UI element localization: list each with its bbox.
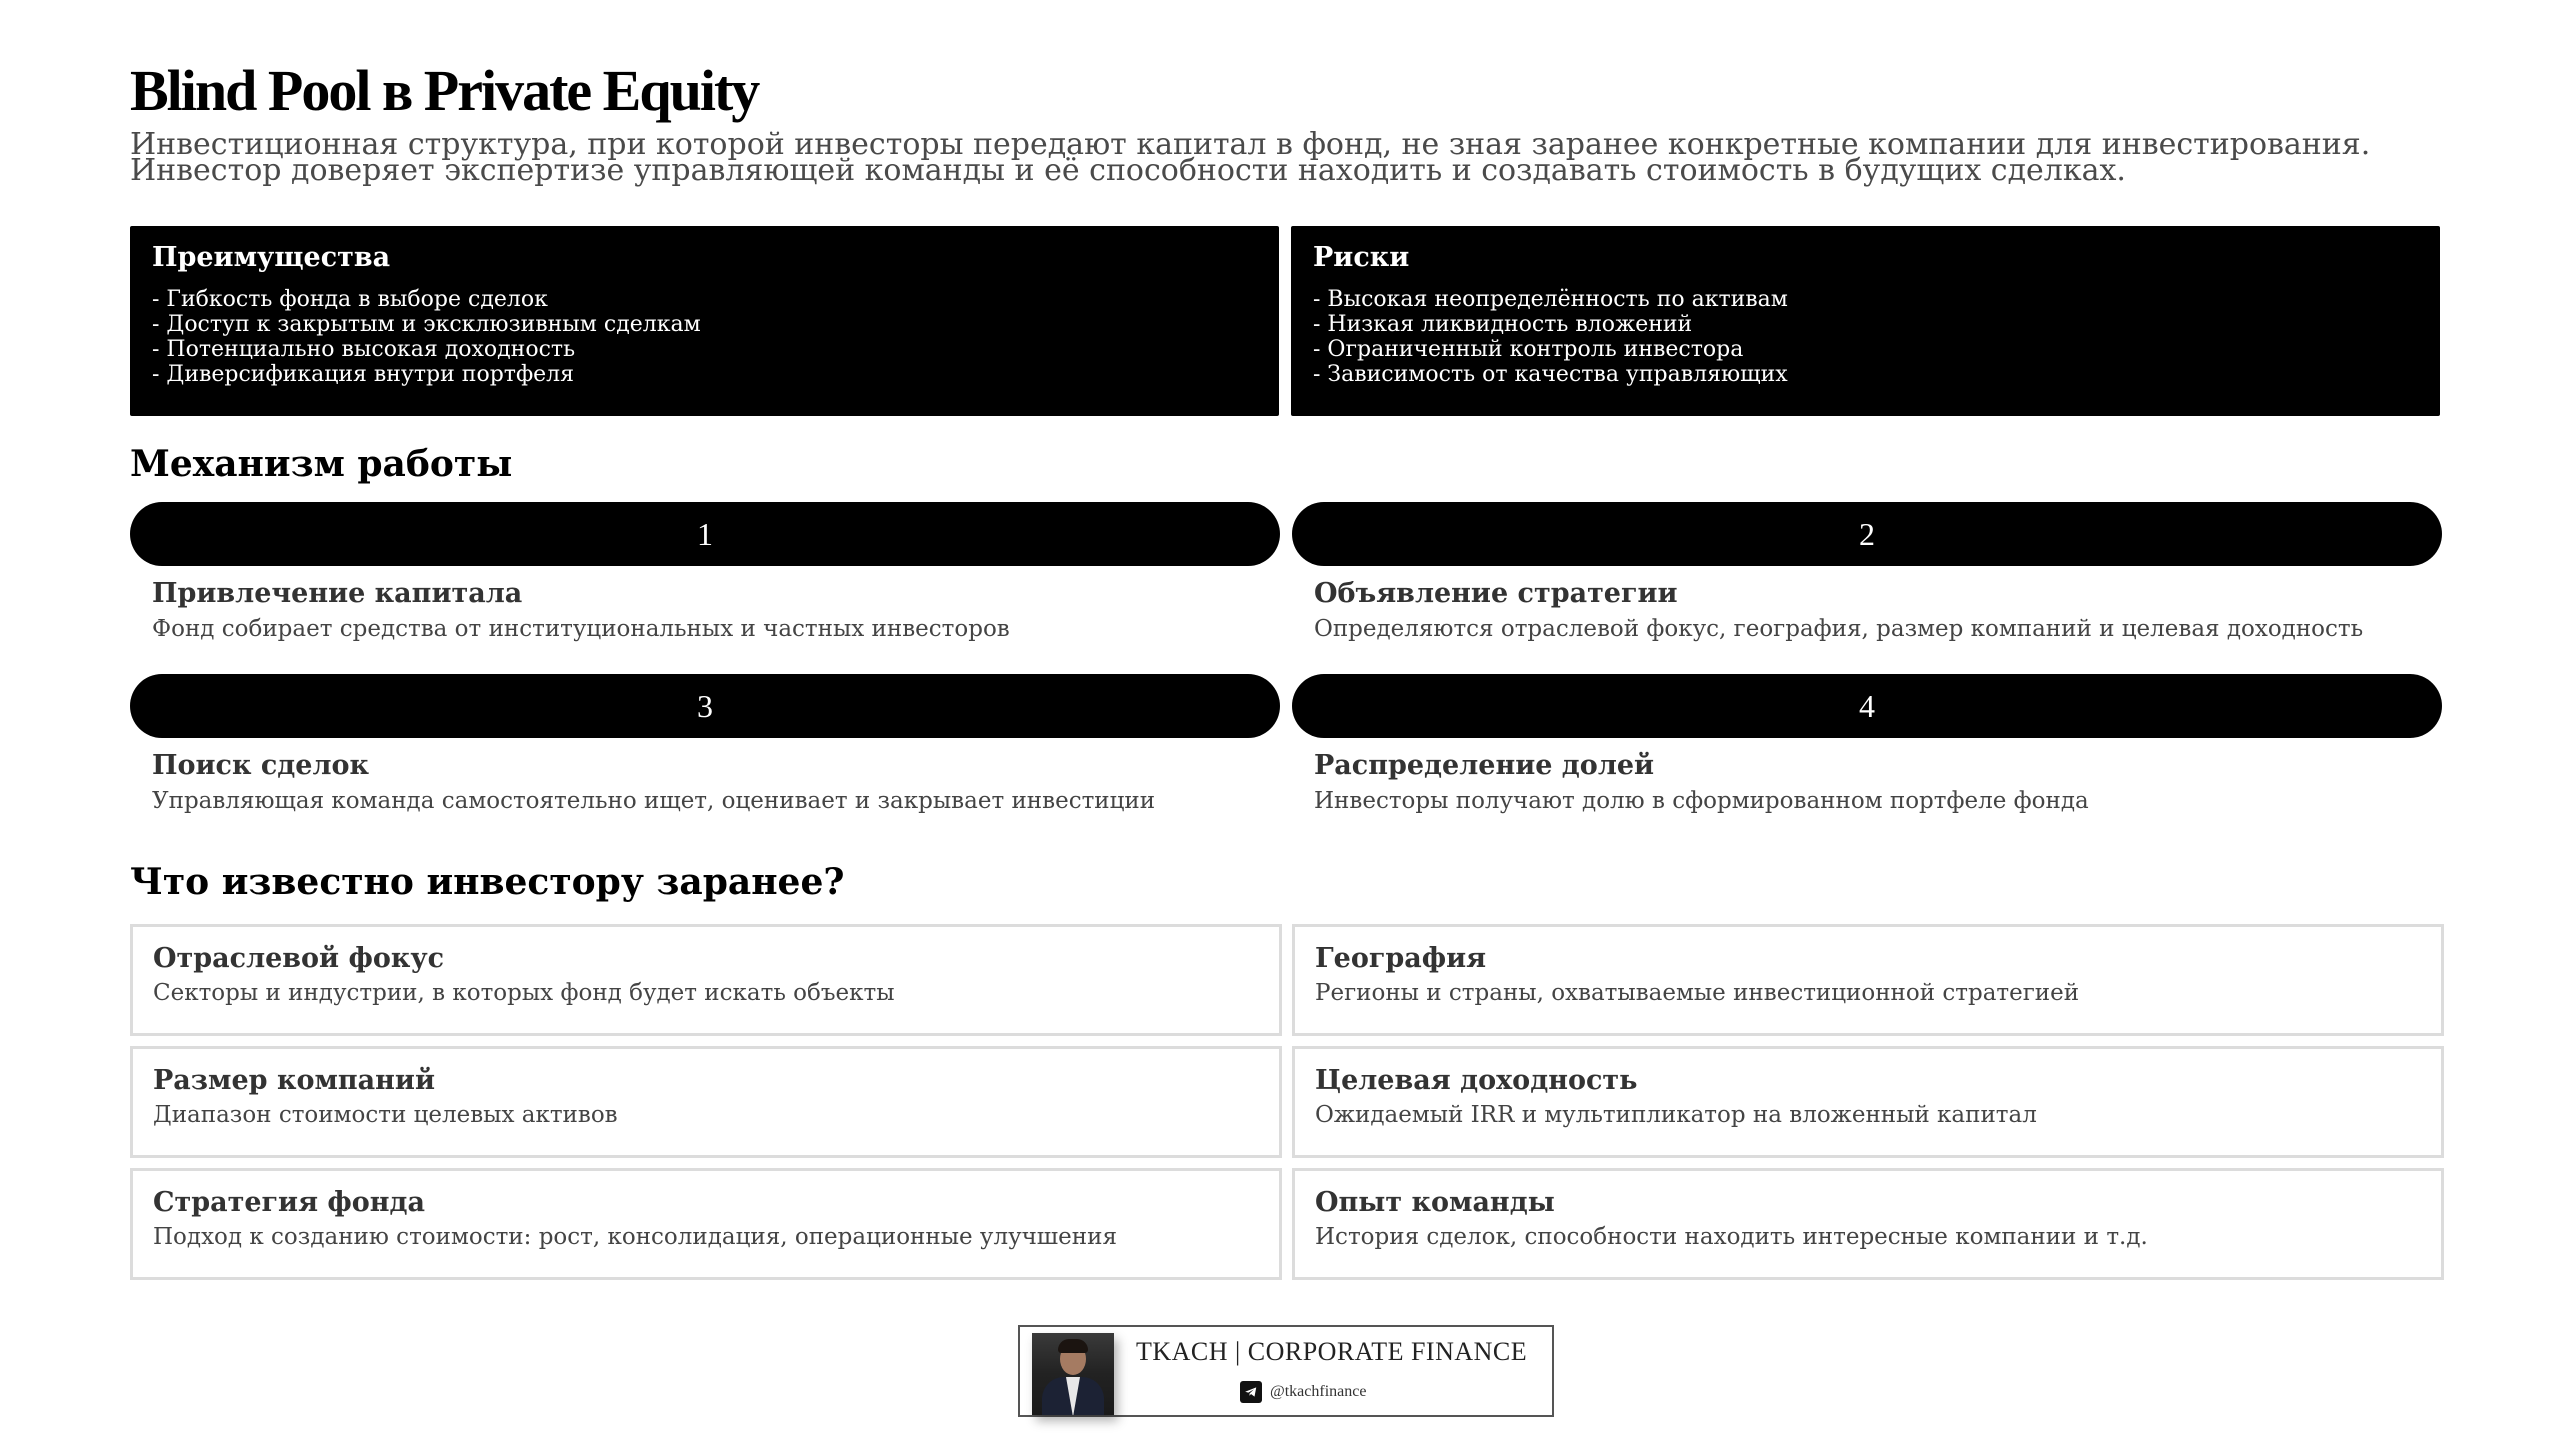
- known-item: [1292, 1046, 2444, 1158]
- step-4: [1292, 674, 2442, 846]
- known-item-title: Опыт команды: [1315, 1187, 1555, 1218]
- risks-heading: Риски: [1313, 242, 1410, 273]
- mechanism-heading: Механизм работы: [130, 443, 513, 485]
- step-number-pill: 1: [130, 502, 1280, 566]
- telegram-icon: [1240, 1381, 1262, 1403]
- step-description: Фонд собирает средства от институциональных и частных инвесторов: [152, 616, 1010, 642]
- step-description: Инвесторы получают долю в сформированном портфеле фонда: [1314, 788, 2089, 814]
- risk-item: - Ограниченный контроль инвестора: [1313, 337, 1744, 362]
- step-title: Объявление стратегии: [1314, 578, 1678, 609]
- step-title: Поиск сделок: [152, 750, 370, 781]
- known-item: [130, 924, 1282, 1036]
- step-title: Распределение долей: [1314, 750, 1655, 781]
- risk-item: - Высокая неопределённость по активам: [1313, 287, 1788, 312]
- page-subtitle: Инвестиционная структура, при которой инвесторы передают капитал в фонд, не зная заранее конкретные компании для инвестирования. Инвестор доверяет экспертизе управляющей команды и её способности находить и создавать стоимость в будущих сделках.: [130, 127, 2371, 188]
- step-3: [130, 674, 1280, 846]
- advantage-item: - Потенциально высокая доходность: [152, 337, 576, 362]
- known-grid: [130, 924, 2440, 1280]
- known-item: [130, 1046, 1282, 1158]
- step-title: Привлечение капитала: [152, 578, 523, 609]
- handle-row[interactable]: [1240, 1381, 1366, 1403]
- advantage-item: - Диверсификация внутри портфеля: [152, 362, 575, 387]
- brand-name: TKACH | CORPORATE FINANCE: [1136, 1337, 1528, 1366]
- known-item-description: Подход к созданию стоимости: рост, консолидация, операционные улучшения: [153, 1224, 1117, 1250]
- known-item-title: Стратегия фонда: [153, 1187, 426, 1218]
- known-item-title: География: [1315, 943, 1487, 974]
- advantages-heading: Преимущества: [152, 242, 391, 273]
- known-item: [1292, 1168, 2444, 1280]
- step-description: Управляющая команда самостоятельно ищет, оценивает и закрывает инвестиции: [152, 788, 1156, 814]
- known-item: [130, 1168, 1282, 1280]
- known-item-description: Диапазон стоимости целевых активов: [153, 1102, 618, 1128]
- step-number-pill: 4: [1292, 674, 2442, 738]
- page-title: Blind Pool в Private Equity: [130, 58, 759, 123]
- step-1: [130, 502, 1280, 674]
- risk-item: - Низкая ликвидность вложений: [1313, 312, 1693, 337]
- step-2: [1292, 502, 2442, 674]
- mechanism-steps: [130, 502, 2440, 846]
- known-item: [1292, 924, 2444, 1036]
- known-item-description: Ожидаемый IRR и мультипликатор на вложенный капитал: [1315, 1102, 2037, 1128]
- known-item-description: История сделок, способности находить интересные компании и т.д.: [1315, 1224, 2148, 1250]
- advantages-card: [130, 226, 1279, 416]
- step-number-pill: 3: [130, 674, 1280, 738]
- known-item-title: Размер компаний: [153, 1065, 435, 1096]
- known-heading: Что известно инвестору заранее?: [130, 861, 845, 903]
- step-description: Определяются отраслевой фокус, география, размер компаний и целевая доходность: [1314, 616, 2364, 642]
- known-item-title: Отраслевой фокус: [153, 943, 445, 974]
- page: [130, 56, 2440, 1280]
- advantage-item: - Доступ к закрытым и эксклюзивным сделкам: [152, 312, 701, 337]
- known-item-title: Целевая доходность: [1315, 1065, 1638, 1096]
- risk-item: - Зависимость от качества управляющих: [1313, 362, 1788, 387]
- avatar: [1032, 1333, 1114, 1415]
- author-badge[interactable]: [1018, 1325, 1554, 1417]
- step-number-pill: 2: [1292, 502, 2442, 566]
- telegram-handle[interactable]: @tkachfinance: [1270, 1383, 1367, 1400]
- pros-cons-cards: [130, 226, 2440, 416]
- known-item-description: Секторы и индустрии, в которых фонд будет искать объекты: [153, 980, 895, 1006]
- known-item-description: Регионы и страны, охватываемые инвестиционной стратегией: [1315, 980, 2080, 1006]
- risks-card: [1291, 226, 2440, 416]
- advantage-item: - Гибкость фонда в выборе сделок: [152, 287, 548, 312]
